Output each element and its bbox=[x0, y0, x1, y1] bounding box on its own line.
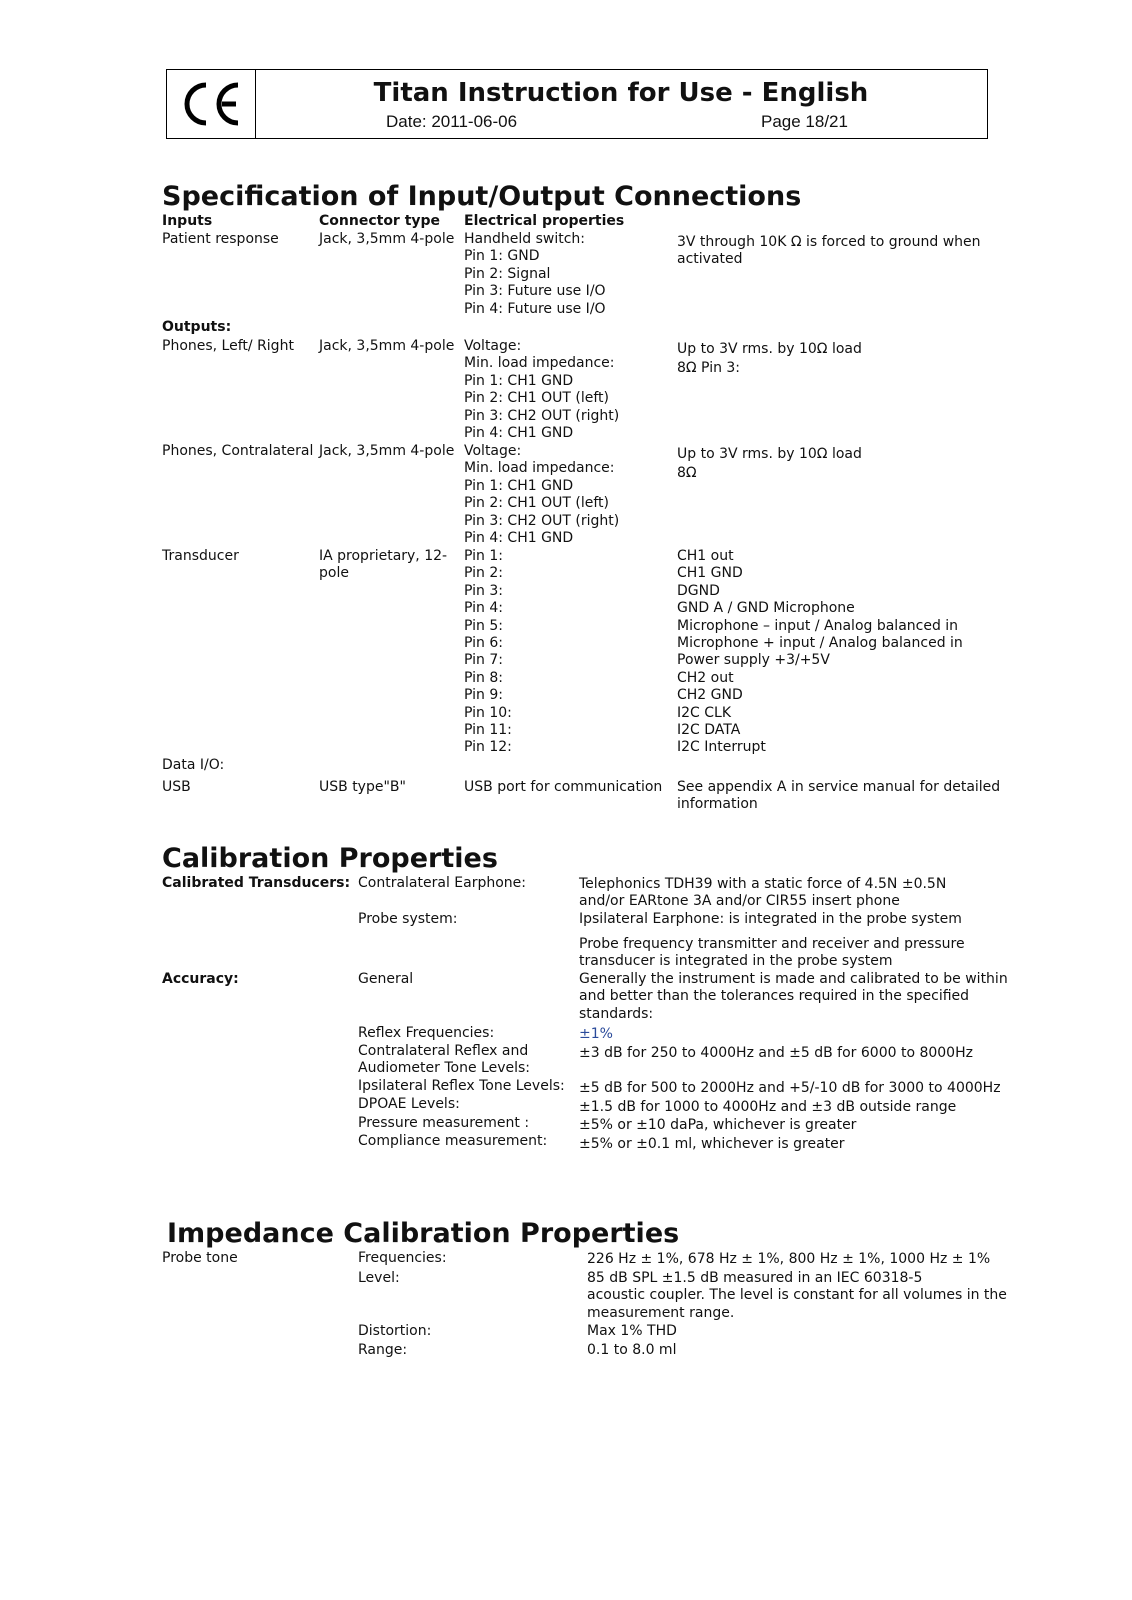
compliance-value: ±5% or ±0.1 ml, whichever is greater bbox=[579, 1136, 845, 1152]
transducer-name: Transducer bbox=[162, 548, 239, 564]
transducer-connector: IA proprietary, 12- pole bbox=[319, 548, 448, 582]
contra-earphone-value: Telephonics TDH39 with a static force of 4.5N ±0.5N and/or EARtone 3A and/or CIR55 insert phone bbox=[579, 876, 947, 910]
patient-response-props: Handheld switch: Pin 1: GND Pin 2: Signal Pin 3: Future use I/O Pin 4: Future use I/O bbox=[464, 231, 606, 317]
contra-reflex-label: Contralateral Reflex and Audiometer Tone Levels: bbox=[358, 1043, 530, 1077]
range-value: 0.1 to 8.0 ml bbox=[587, 1342, 677, 1358]
distortion-label: Distortion: bbox=[358, 1323, 432, 1339]
document-date: Date: 2011-06-06 bbox=[386, 112, 518, 131]
reflex-frequencies-value: ±1% bbox=[579, 1026, 613, 1042]
phones-contra-connector: Jack, 3,5mm 4-pole bbox=[319, 443, 455, 459]
patient-response-notes: 3V through 10K Ω is forced to ground when activated bbox=[677, 234, 981, 268]
transducer-signals: CH1 out CH1 GND DGND GND A / GND Microphone Microphone – input / Analog balanced in Microphone + input / Analog balanced in Power supply +3/+5V CH2 out CH2 GND I2C CLK I2C DATA I2C Interrupt bbox=[677, 548, 963, 756]
reflex-frequencies-label: Reflex Frequencies: bbox=[358, 1025, 495, 1041]
col-header-inputs: Inputs bbox=[162, 213, 213, 229]
probe-tone-label: Probe tone bbox=[162, 1250, 238, 1266]
frequencies-value: 226 Hz ± 1%, 678 Hz ± 1%, 800 Hz ± 1%, 1000 Hz ± 1% bbox=[587, 1251, 991, 1267]
phones-lr-notes: Up to 3V rms. by 10Ω load 8Ω Pin 3: bbox=[677, 341, 862, 376]
range-label: Range: bbox=[358, 1342, 408, 1358]
data-io-label: Data I/O: bbox=[162, 757, 225, 773]
usb-props: USB port for communication bbox=[464, 779, 663, 795]
col-header-electrical: Electrical properties bbox=[464, 213, 625, 229]
general-value: Generally the instrument is made and calibrated to be within and better than the tolerances required in the specified standards: bbox=[579, 971, 1008, 1022]
compliance-label: Compliance measurement: bbox=[358, 1133, 548, 1149]
contra-reflex-value: ±3 dB for 250 to 4000Hz and ±5 dB for 6000 to 8000Hz bbox=[579, 1045, 973, 1061]
usb-notes: See appendix A in service manual for detailed information bbox=[677, 779, 1001, 813]
calibration-section-heading: Calibration Properties bbox=[162, 843, 498, 874]
phones-contra-props: Voltage: Min. load impedance: Pin 1: CH1 GND Pin 2: CH1 OUT (left) Pin 3: CH2 OUT (right) Pin 4: CH1 GND bbox=[464, 443, 620, 547]
ipsi-reflex-value: ±5 dB for 500 to 2000Hz and +5/-10 dB for 3000 to 4000Hz bbox=[579, 1080, 1001, 1096]
dpoae-value: ±1.5 dB for 1000 to 4000Hz and ±3 dB outside range bbox=[579, 1099, 957, 1115]
page-number: Page 18/21 bbox=[761, 112, 848, 131]
contra-earphone-label: Contralateral Earphone: bbox=[358, 875, 526, 891]
phones-contra-notes: Up to 3V rms. by 10Ω load 8Ω bbox=[677, 446, 862, 481]
pressure-label: Pressure measurement : bbox=[358, 1115, 530, 1131]
outputs-label: Outputs: bbox=[162, 319, 232, 335]
pressure-value: ±5% or ±10 daPa, whichever is greater bbox=[579, 1117, 857, 1133]
patient-response-connector: Jack, 3,5mm 4-pole bbox=[319, 231, 455, 247]
phones-lr-connector: Jack, 3,5mm 4-pole bbox=[319, 338, 455, 354]
io-section-heading: Specification of Input/Output Connections bbox=[162, 181, 802, 212]
ipsi-reflex-label: Ipsilateral Reflex Tone Levels: bbox=[358, 1078, 565, 1094]
level-value: 85 dB SPL ±1.5 dB measured in an IEC 60318-5 acoustic coupler. The level is constant for all volumes in the measurement range. bbox=[587, 1270, 1007, 1321]
document-header bbox=[166, 69, 988, 139]
phones-contra-name: Phones, Contralateral bbox=[162, 443, 314, 459]
accuracy-label: Accuracy: bbox=[162, 971, 239, 987]
usb-connector: USB type"B" bbox=[319, 779, 406, 795]
usb-name: USB bbox=[162, 779, 191, 795]
distortion-value: Max 1% THD bbox=[587, 1323, 677, 1339]
ce-mark-logo bbox=[167, 70, 256, 138]
document-title: Titan Instruction for Use - English bbox=[373, 78, 869, 108]
calibrated-transducers-label: Calibrated Transducers: bbox=[162, 875, 351, 891]
frequencies-label: Frequencies: bbox=[358, 1250, 447, 1266]
phones-lr-name: Phones, Left/ Right bbox=[162, 338, 294, 354]
general-label: General bbox=[358, 971, 414, 987]
probe-system-value: Probe frequency transmitter and receiver and pressure transducer is integrated in the probe system bbox=[579, 936, 965, 970]
ipsi-earphone-value: Ipsilateral Earphone: is integrated in the probe system bbox=[579, 911, 962, 927]
patient-response-name: Patient response bbox=[162, 231, 279, 247]
ce-mark-icon bbox=[176, 79, 246, 129]
level-label: Level: bbox=[358, 1270, 400, 1286]
probe-system-label: Probe system: bbox=[358, 911, 458, 927]
col-header-connector: Connector type bbox=[319, 213, 441, 229]
transducer-pins: Pin 1: Pin 2: Pin 3: Pin 4: Pin 5: Pin 6: Pin 7: Pin 8: Pin 9: Pin 10: Pin 11: Pin 12: bbox=[464, 548, 512, 756]
impedance-section-heading: Impedance Calibration Properties bbox=[167, 1218, 680, 1249]
dpoae-label: DPOAE Levels: bbox=[358, 1096, 460, 1112]
phones-lr-props: Voltage: Min. load impedance: Pin 1: CH1 GND Pin 2: CH1 OUT (left) Pin 3: CH2 OUT (right) Pin 4: CH1 GND bbox=[464, 338, 620, 442]
